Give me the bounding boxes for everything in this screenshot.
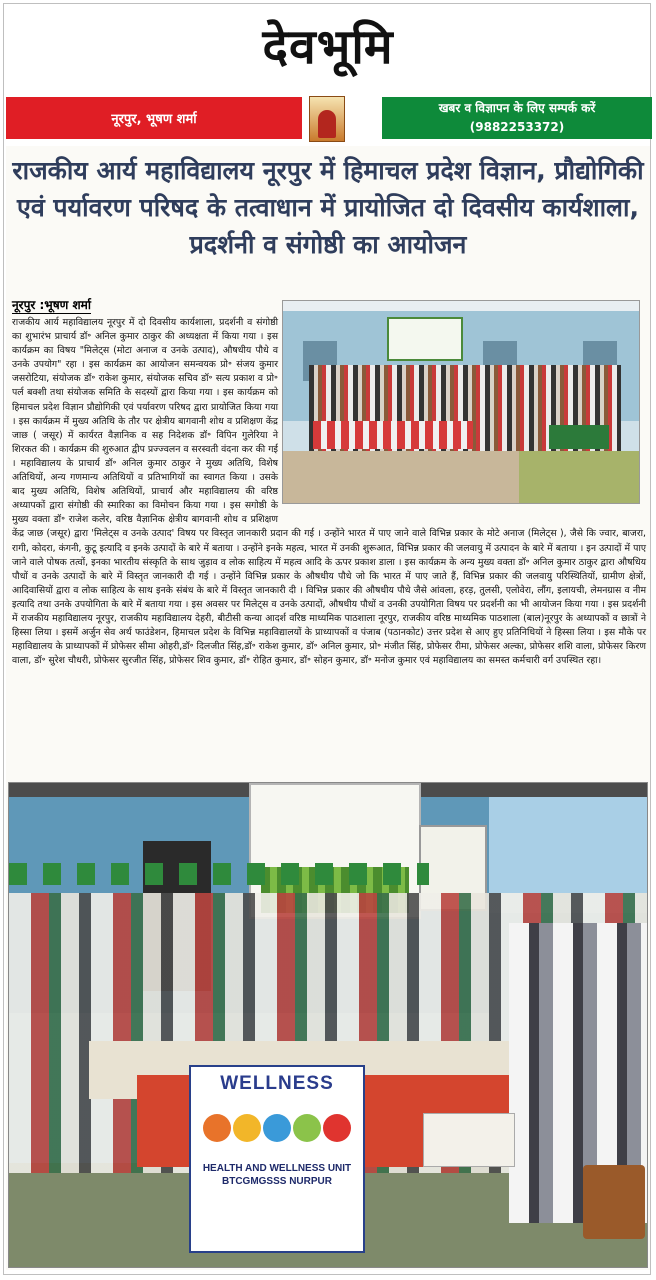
contact-phone: (9882253372) <box>469 120 565 134</box>
deity-logo-icon <box>309 96 345 142</box>
event-banner-graphic <box>387 317 463 361</box>
school-sign-graphic <box>423 1113 515 1167</box>
bag-graphic <box>583 1165 645 1239</box>
wellness-unit-label: HEALTH AND WELLNESS UNIT <box>202 1163 352 1174</box>
ring-icon <box>233 1114 261 1142</box>
wellness-title: WELLNESS <box>220 1073 334 1094</box>
wellness-rings <box>203 1099 351 1157</box>
article-byline: नूरपुर :भूषण शर्मा <box>12 298 91 312</box>
group-photo <box>282 300 640 504</box>
exhibition-photo <box>8 782 648 1268</box>
newspaper-masthead: देवभूमि <box>262 19 394 75</box>
ring-icon <box>263 1114 291 1142</box>
article-body-text: राजकीय आर्य महाविद्यालय नूरपुर में दो दिवसीय कार्यशाला, प्रदर्शनी व संगोष्ठी का शुभारंभ प्राचार्य डॉ॰ अनिल कुमार ठाकुर की अध्यक्षता में किया गया । इस कार्यक्रम का विषय "मिलेट्स (मोटा अनाज व उनके उत्पाद), औषधीय पौधे व उनके उपयोग" रहा । इस कार्यक्रम का आयोजन समन्वयक प्रो॰ संजय कुमार जसरोटिया, संयोजक डॉ॰ राकेश कुमार, संयोजक सचिव डॉ॰ सत्य प्रकाश व प्रो॰ पर्ल बक्शी तथा संयोजक समिति के सदस्यों द्वारा किया गया । इस कार्यक्रम को हिमाचल प्रदेश विज्ञान प्रौद्योगिकी एवं पर्यावरण परिषद द्वारा प्रायोजित किया गया । इस कार्यक्रम में मुख्य अतिथि के तौर पर क्षेत्रीय बागवानी शोध व प्रशिक्षण केंद्र जाछ ( जसूर) में कार्यरत वैज्ञानिक व सह निदेशक डॉ॰ विपिन गुलेरिया ने शिरकत की । कार्यक्रम की शुरुआत द्वीप प्रज्ज्वलन व सरस्वती वंदना कर की गई । महाविद्यालय के प्राचार्य डॉ॰ अनिल कुमार ठाकुर ने मुख्य अतिथि, विशेष अतिथियों, अन्य गणमान्य अतिथियों व प्रतिभागियों का स्वागत किया । उसके बाद मुख्य अतिथि, विशेष अतिथियों, प्राचार्य और महाविद्यालय की वरिष्ठ अध्यापकों द्वारा संगोष्ठी की स्मारिका का विमोचन किया गया । इस सगोष्ठी के मुख्य वक्ता डॉ॰ राजेश कलेर, वरिष्ठ वैज्ञानिक क्षेत्रीय बागवानी शोध व प्रशिक्षण केंद्र जाछ (जसूर) द्वारा 'मिलेट्स व उनके उत्पाद' विषय पर विस्तृत जानकारी प्रदान की गई । उन्होंने भारत में पाए जाने वाले विभिन्न प्रकार के मोटे अनाज (मिलेट्स ), जैसे कि ज्वार, बाजरा, रागी, कोदरा, कंगनी, कुटू इत्यादि व इनके उत्पादों के बारे में बताया । उन्होंने इनके महत्व, भारत में उनकी शुरूआत, विभिन्न प्रकार की जलवायु में उत्पादन के बारे में बताया । इन उत्पादों में पाए जाने वाले पोषक तत्वों, इनका भारतीय संस्कृति के साथ जुड़ाव व लोक साहित्य में महत्व आदि के ऊपर प्रकाश डाला । इस कार्यक्रम के अन्य मुख्य वक्ता डॉ॰ अनिल कुमार ठाकुर द्वारा औषधिय पौधों व उनके उत्पादों के बारे में विस्तृत जानकारी दी गई । उन्होंने विभिन्न प्रकार के औषधीय पौधे जो कि भारत में पाए जाते हैं, विभिन्न प्रकार की जलवायु परिस्थितियों, ग्रामीण क्षेत्रों, आदिवासियों द्वारा व लोक साहित्य के साथ इनके संबंध के बारे में विस्तृत जानकारी दी । विभिन्न प्रकार की औषधीय पौधे जैसे आंवला, हरड़, तुलसी, एलोवेरा, लौंग, इलायची, लेमनग्रास व नीम इत्यादि तथा उनके उपयोगिता के बारे में बताया गया । इस अवसर पर मिलेट्स व उनके उत्पादों, औषधीय पौधों व उनकी उपयोगिता विषय पर प्रदर्शनी का भी आयोजन किया गया । इस प्रदर्शनी में राजकीय महाविद्यालय नूरपुर, राजकीय महाविद्यालय देहरी, बीटीसी कन्या आदर्श वरिष्ठ माध्यमिक पाठशाला नूरपुर, राजकीय वरिष्ठ माध्यमिक पाठशाला (बाल)नूरपुर के अध्यापकों व छात्रों ने हिस्सा लिया । इसमें अर्जुन सेव अर्थ फाउंडेशन, हिमाचल प्रदेश के विभिन्न महाविद्यालयों के प्राध्यापकों व पंजाब (पठानकोट) उत्तर प्रदेश से आए हुए प्रतिनिधियों ने हिस्सा लिया । इस मौके पर महाविद्यालय के प्राध्यापकों में प्रोफेसर सीमा ओहरी,डॉ॰ दिलजीत सिंह,डॉ॰ राकेश कुमार, डॉ॰ अनिल कुमार, प्रो॰ मंजीत सिंह, प्रोफेसर रीमा, प्रोफेसर अल्का, प्रोफेसर शशि वाला, प्रोफेसर किरण वाला, डॉ॰ सुरेश चौधरी, प्रोफेसर सुरजीत सिंह, प्रोफेसर शिव कुमार, डॉ॰ रोहित कुमार, डॉ॰ सोहन कुमार, डॉ॰ मनोज कुमार एवं महाविद्यालय का समस्त कर्मचारी वर्ग उपस्थित रहा। <box>12 317 646 667</box>
contact-bar <box>382 97 652 139</box>
ring-icon <box>293 1114 321 1142</box>
wellness-banner <box>189 1065 365 1253</box>
ring-icon <box>203 1114 231 1142</box>
ring-icon <box>323 1114 351 1142</box>
article-headline: राजकीय आर्य महाविद्यालय नूरपुर में हिमाचल प्रदेश विज्ञान, प्रौद्योगिकी एवं पर्यावरण परिषद के तत्वाधान में प्रायोजित दो दिवसीय कार्यशाला, प्रदर्शनी व संगोष्ठी का आयोजन <box>12 156 644 259</box>
contact-label: खबर व विज्ञापन के लिए सम्पर्क करें <box>438 101 596 115</box>
wellness-school-label: BTCGMGSSS NURPUR <box>221 1176 332 1187</box>
bench-graphic <box>549 425 609 449</box>
location-reporter-bar: नूरपुर, भूषण शर्मा <box>6 97 302 139</box>
